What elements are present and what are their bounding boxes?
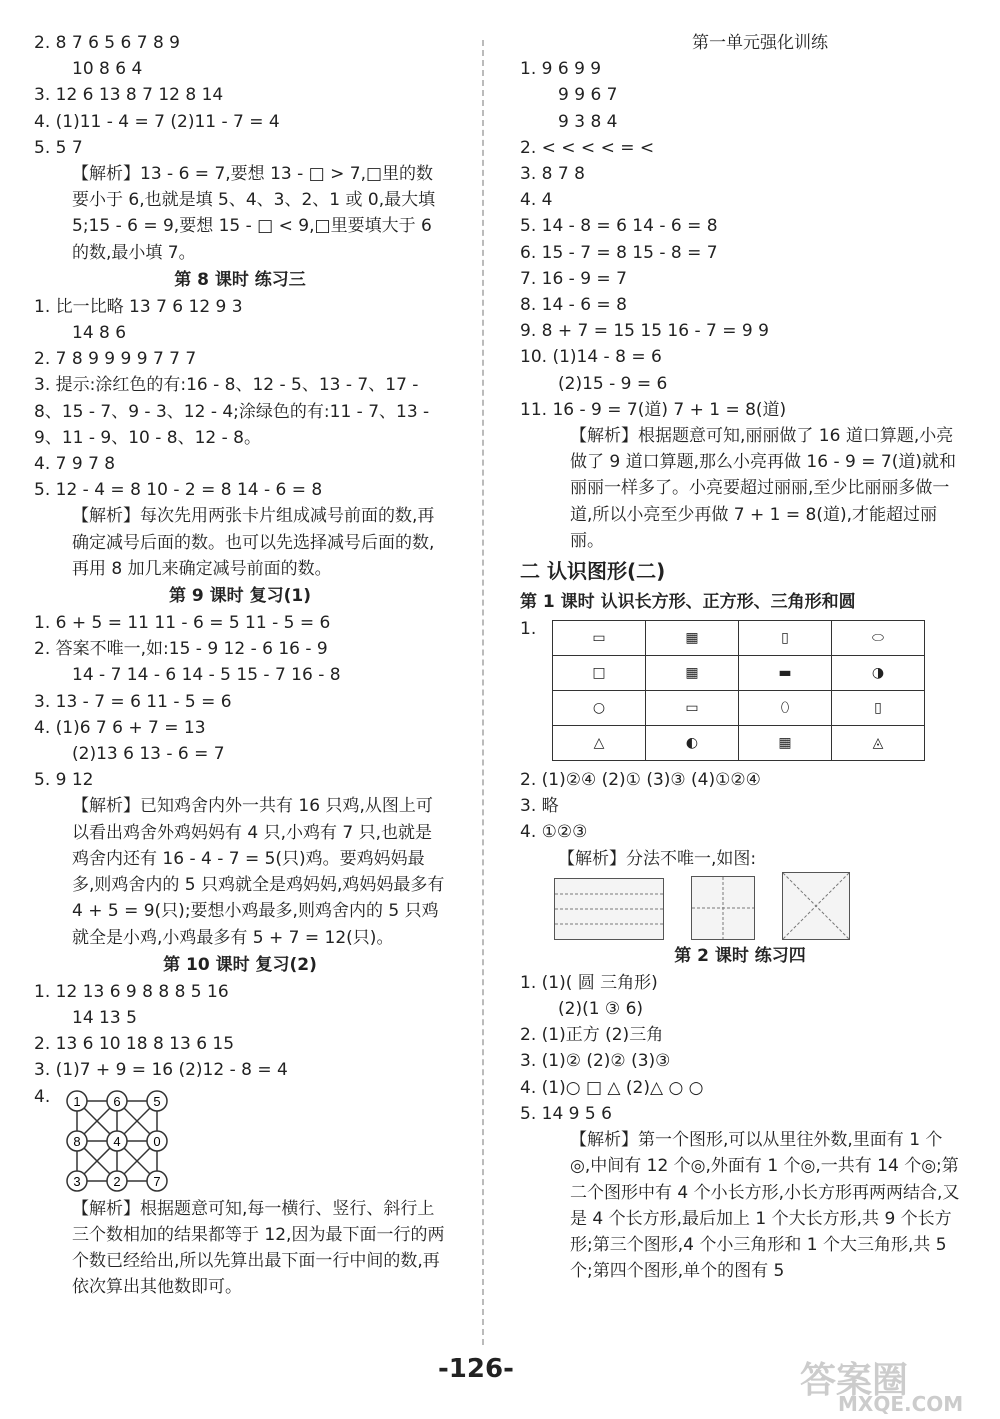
grid-node-number: 3 xyxy=(73,1173,81,1189)
answer-line: 6. 15 - 7 = 8 15 - 8 = 7 xyxy=(520,242,718,263)
square-icon: □ xyxy=(553,656,646,691)
answer-line: 第 9 课时 复习(1) xyxy=(169,586,311,607)
answer-line: 2. 8 7 6 5 6 7 8 9 xyxy=(34,33,180,53)
answer-line: 2. (1)②④ (2)① (3)③ (4)①②④ xyxy=(520,770,761,791)
answer-line: 5. 14 - 8 = 6 14 - 6 = 8 xyxy=(520,216,718,237)
bottle-icon: ▯ xyxy=(832,691,925,726)
answer-line: 9 9 6 7 xyxy=(558,85,618,106)
cube-icon: ▦ xyxy=(646,656,739,691)
circle-icon: ○ xyxy=(553,691,646,726)
answer-line: 4. (1)○ □ △ (2)△ ○ ○ xyxy=(520,1077,704,1098)
answer-line: (2)(1 ③ 6) xyxy=(558,999,644,1020)
grid-node-number: 1 xyxy=(73,1093,81,1109)
answer-line: 【解析】根据题意可知,丽丽做了 16 道口算题,小亮做了 9 道口算题,那么小亮再做 16 - 9 = 7(道)就和丽丽一样多了。小亮要超过丽丽,至少比丽丽多做一道,所以小亮至少再做 7 + 1 = 8(道),才能超过丽丽。 xyxy=(570,426,956,551)
answer-line: 14 13 5 xyxy=(72,1007,137,1028)
triangle-icon: △ xyxy=(553,726,646,761)
column-divider xyxy=(482,40,484,1345)
answer-line: 4. ①②③ xyxy=(520,822,588,843)
answer-line: 【解析】第一个图形,可以从里往外数,里面有 1 个◎,中间有 12 个◎,外面有 1 个◎,一共有 14 个◎;第二个图形中有 4 个小长方形,小长方形再两两结合,又是 4 个长方形,最后加上 1 个大长方形,共 9 个长方形;第三个图形,4 个小三角形和 1 个大三角形,共 5 个;第四个图形,单个的图有 5 xyxy=(570,1130,960,1282)
unit-review-header: 第一单元强化训练 xyxy=(692,33,828,53)
answer-line: 3. 提示:涂红色的有:16 - 8、12 - 5、13 - 7、17 - 8、15 - 7、9 - 3、12 - 4;涂绿色的有:11 - 7、13 - 9、11 - 9、10 - 8、12 - 8。 xyxy=(34,375,430,448)
answer-line: 【解析】每次先用两张卡片组成减号前面的数,再确定减号后面的数。也可以先选择减号后面的数,再用 8 加几来确定减号前面的数。 xyxy=(72,506,435,579)
lesson1-title: 第 1 课时 认识长方形、正方形、三角形和圆 xyxy=(520,592,856,613)
grid-node-number: 6 xyxy=(113,1093,121,1109)
ball-icon: ◐ xyxy=(646,726,739,761)
q4-grid-row xyxy=(34,1084,446,1196)
answer-line: 1. 12 13 6 9 8 8 8 5 16 xyxy=(34,981,229,1002)
answer-line: 3. (1)7 + 9 = 16 (2)12 - 8 = 4 xyxy=(34,1060,288,1081)
answer-line: 2. < < < < = < xyxy=(520,137,655,158)
eraser-icon: ▭ xyxy=(646,691,739,726)
answer-line: 5. 5 7 xyxy=(34,137,83,158)
lesson2-title: 第 2 课时 练习四 xyxy=(674,945,806,966)
right-answer-lines-2 xyxy=(520,767,960,872)
answer-line: 5. 9 12 xyxy=(34,770,94,791)
answer-line: 5. 12 - 4 = 8 10 - 2 = 8 14 - 6 = 8 xyxy=(34,480,323,501)
ball-icon: ◑ xyxy=(832,656,925,691)
square-figure-2 xyxy=(691,876,755,940)
grid-node-number: 5 xyxy=(153,1093,161,1109)
answer-line: (2)15 - 9 = 6 xyxy=(558,373,668,394)
answer-line: 5. 14 9 5 6 xyxy=(520,1103,612,1124)
answer-line: 1. 比一比略 13 7 6 12 9 3 xyxy=(34,296,243,317)
answer-line: 2. 13 6 10 18 8 13 6 15 xyxy=(34,1034,235,1055)
page-number: -126- xyxy=(438,1354,514,1384)
grid-node-number: 2 xyxy=(113,1173,121,1189)
answer-line: 第 10 课时 复习(2) xyxy=(163,954,317,975)
answer-line: (2)13 6 13 - 6 = 7 xyxy=(72,744,225,765)
box-icon: ▬ xyxy=(739,656,832,691)
square-division-figures xyxy=(520,872,960,942)
answer-line: 2. 答案不唯一,如:15 - 9 12 - 6 16 - 9 xyxy=(34,639,328,660)
answer-line: 4. 7 9 7 8 xyxy=(34,454,116,475)
unit-title: 二 认识图形(二) xyxy=(520,559,666,584)
answer-line: 10. (1)14 - 8 = 6 xyxy=(520,347,662,368)
shape-table xyxy=(552,620,925,761)
answer-line: 2. (1)正方 (2)三角 xyxy=(520,1025,664,1046)
rectangle-icon: ▭ xyxy=(553,621,646,656)
answer-line: 3. 13 - 7 = 6 11 - 5 = 6 xyxy=(34,691,232,712)
answer-line: 1. 6 + 5 = 11 11 - 6 = 5 11 - 5 = 6 xyxy=(34,613,331,634)
answer-line: 4. 4 xyxy=(520,190,553,211)
cube-icon: ▦ xyxy=(646,621,739,656)
watermark-url: MXQE.COM xyxy=(838,1392,964,1416)
answer-line: 1. (1)( 圆 三角形) xyxy=(520,972,658,993)
grid-node-number: 0 xyxy=(153,1133,161,1149)
square-figure-1 xyxy=(554,878,664,940)
triangle-icon: ◬ xyxy=(832,726,925,761)
right-answer-lines-3 xyxy=(520,970,960,1284)
answer-line: 10 8 6 4 xyxy=(72,59,143,80)
answer-line: 9 3 8 4 xyxy=(558,111,618,132)
left-column xyxy=(34,30,446,1300)
answer-line: 4. (1)6 7 6 + 7 = 13 xyxy=(34,717,206,738)
answer-line: 3. (1)② (2)② (3)③ xyxy=(520,1051,671,1072)
watermark-logo: 答案圈 xyxy=(800,1360,909,1401)
answer-line: 3. 8 7 8 xyxy=(520,164,585,185)
answer-line: 【解析】已知鸡舍内外一共有 16 只鸡,从图上可以看出鸡舍外鸡妈妈有 4 只,小鸡有 7 只,也就是鸡舍内还有 16 - 4 - 7 = 5(只)鸡。要鸡妈妈最多,则鸡舍内的 5 只鸡就全是鸡妈妈,鸡妈妈最多有 4 + 5 = 9(只);要想小鸡最多,则鸡舍内的 5 只鸡就全是小鸡,小鸡最多有 5 + 7 = 12(只)。 xyxy=(72,796,445,948)
grid-node-number: 4 xyxy=(113,1133,121,1149)
answer-line: 3. 略 xyxy=(520,796,559,817)
answer-line: 4. (1)11 - 4 = 7 (2)11 - 7 = 4 xyxy=(34,111,280,132)
cube-icon: ▦ xyxy=(739,726,832,761)
left-answer-lines xyxy=(34,30,446,1084)
answer-line: 8. 14 - 6 = 8 xyxy=(520,295,627,316)
box-icon: ▯ xyxy=(739,621,832,656)
answer-line: 第 8 课时 练习三 xyxy=(174,269,306,290)
answer-line: 【解析】13 - 6 = 7,要想 13 - □ > 7,□里的数要小于 6,也就是填 5、4、3、2、1 或 0,最大填 5;15 - 6 = 9,要想 15 - □ < 9,□里要填大于 6 的数,最小填 7。 xyxy=(72,164,436,263)
grid-node-number: 8 xyxy=(73,1133,81,1149)
number-grid-diagram xyxy=(62,1086,172,1196)
answer-line: 9. 8 + 7 = 15 15 16 - 7 = 9 9 xyxy=(520,321,769,342)
right-answer-lines xyxy=(520,56,960,554)
answer-line: 3. 12 6 13 8 7 12 8 14 xyxy=(34,85,224,106)
square-figure-3 xyxy=(782,872,850,940)
q4-label: 4. xyxy=(34,1086,51,1107)
answer-line: 1. 9 6 9 9 xyxy=(520,59,602,80)
answer-line: 7. 16 - 9 = 7 xyxy=(520,268,627,289)
cylinder-icon: ⬯ xyxy=(739,691,832,726)
answer-line: 14 - 7 14 - 6 14 - 5 15 - 7 16 - 8 xyxy=(72,665,341,686)
answer-line: 14 8 6 xyxy=(72,323,127,344)
right-column: 第一单元强化训练 1. 9 6 9 9 9 9 6 7 9 3 8 4 2. < < < < = < 3. 8 7 8 4. 4 5. 14 - 8 = 6 14 - 6 = 8 6. 15 - 7 = 8 15 - 8 = 7 7. 16 - 9 = 7 8. 14 - 6 = 8 9. 8 + 7 = 15 15 16 - 7 = 9 9 10. (1)14 - 8 = 6 (2)15 - 9 = 6 11. 16 - 9 = 7(道) 7 + 1 = 8(道) 【解析】根据题意可知,丽丽做了 16 道口算题,小亮做了 9 道口算题,那么小亮再做 16 - 9 = 7(道)就和丽丽一样多了。小亮要超过丽丽,至少比丽丽多做一道,所以小亮至少再做 7 + 1 = 8(道),才能超过丽丽。 二 认识图形(二) 第 1 课时 认识长方形、正方形、三角形和圆 1. ▭ ▦ ▯ ⬭ □ ▦ ▬ ◑ ○ ▭ ⬯ ▯ △ ◐ ▦ ◬ 2. (1)②④ (2)① (3)③ (4)①②④ 3. 略 4. ①②③ 【解析】分法不唯一,如图: 第 2 课时 练习四 1. (1)( 圆 三角形) (2)(1 ③ 6) 2. (1)正方 (2)三角 3. (1)② (2)② (3)③ 4. (1)○ □ △ (2)△ ○ ○ 5. 14 9 5 6 【解析】第一个图形,可以从里往外数,里面有 1 个◎,中间有 12 个◎,外面有 1 个◎,一共有 14 个◎;第二个图形中有 4 个小长方形,小长方形再两两结合,又是 4 个长方形,最后加上 1 个大长方形,共 9 个长方形;第三个图形,4 个小三角形和 1 个大三角形,共 5 个;第四个图形,单个的图有 5 xyxy=(520,30,960,1284)
grid-node-number: 7 xyxy=(153,1173,161,1189)
q4-analysis: 【解析】根据题意可知,每一横行、竖行、斜行上三个数相加的结果都等于 12,因为最下面一行的两个数已经给出,所以先算出最下面一行中间的数,再依次算出其他数即可。 xyxy=(72,1198,445,1298)
answer-line: 【解析】分法不唯一,如图: xyxy=(558,848,757,869)
answer-line: 11. 16 - 9 = 7(道) 7 + 1 = 8(道) xyxy=(520,399,787,420)
answer-line: 2. 7 8 9 9 9 9 7 7 7 xyxy=(34,349,197,370)
ellipse-icon: ⬭ xyxy=(832,621,925,656)
